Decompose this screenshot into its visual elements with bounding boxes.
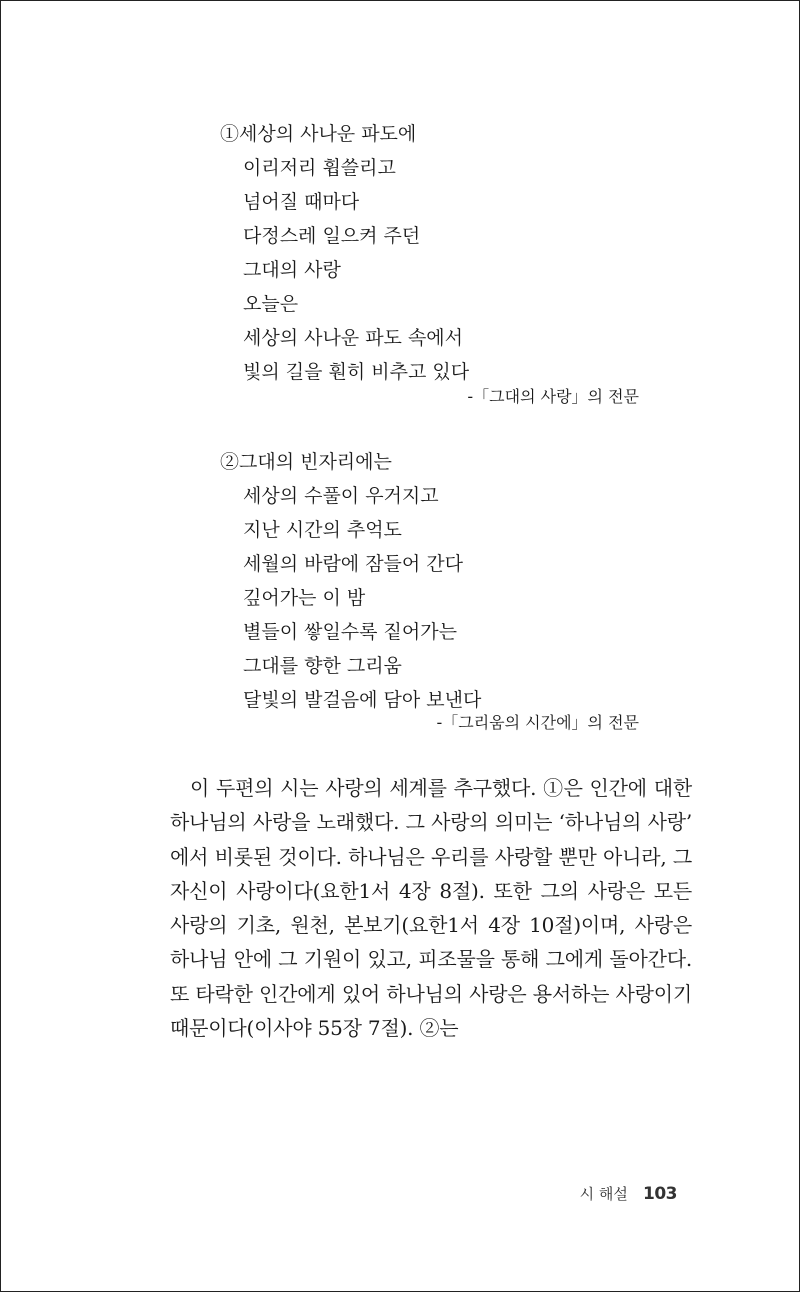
poem-2-line: 별들이 쌓일수록 짙어가는 (243, 621, 457, 643)
poem-2 (220, 445, 481, 717)
poem-1-line: 세상의 사나운 파도 속에서 (243, 327, 464, 349)
poem-1-line: 그대의 사랑 (243, 259, 341, 281)
poem-1-line: 넘어질 때마다 (243, 191, 360, 213)
poem-1-line: 이리저리 휩쓸리고 (243, 157, 396, 179)
poem-1-line: ①세상의 사나운 파도에 (220, 123, 417, 145)
commentary-paragraph: 이 두편의 시는 사랑의 세계를 추구했다. ①은 인간에 대한 하나님의 사랑을 노래했다. 그 사랑의 의미는 ‘하나님의 사랑’ 에서 비롯된 것이다. 하나님은 우리를 사랑할 뿐만 아니라, 그 자신이 사랑이다(요한1서 4장 8절). 또한 그의 사랑은 모든 사랑의 기초, 원천, 본보기(요한1서 4장 10절)이며, 사랑은 하나님 안에 그 기원이 있고, 피조물을 통해 그에게 돌아간다. 또 타락한 인간에게 있어 하나님의 사랑은 용서하는 사랑이기 때문이다(이사야 55장 7절). ②는 (170, 776, 692, 1041)
poem-1-line: 다정스레 일으켜 주던 (243, 225, 421, 247)
poem-2-line: 그대를 향한 그리움 (243, 655, 402, 677)
poem-1-line: 오늘은 (243, 293, 299, 315)
commentary-body (170, 771, 692, 1045)
section-title: 시 해설 (579, 1185, 628, 1203)
poem-2-line: 달빛의 발걸음에 담아 보낸다 (243, 689, 482, 711)
poem-2-line: ②그대의 빈자리에는 (220, 451, 392, 473)
poem-2-line: 세월의 바람에 잠들어 간다 (243, 553, 464, 575)
poem-2-line: 지난 시간의 추억도 (243, 519, 402, 541)
poem-2-attribution: -「그리움의 시간에」의 전문 (436, 713, 639, 732)
page-number: 103 (643, 1184, 677, 1204)
poem-1-line: 빛의 길을 훤히 비추고 있다 (243, 361, 470, 383)
poem-2-line: 세상의 수풀이 우거지고 (243, 485, 439, 507)
page-footer (580, 1183, 677, 1204)
poem-1-attribution: -「그대의 사랑」의 전문 (467, 387, 639, 406)
poem-1 (220, 117, 469, 389)
poem-2-line: 깊어가는 이 밤 (243, 587, 366, 609)
